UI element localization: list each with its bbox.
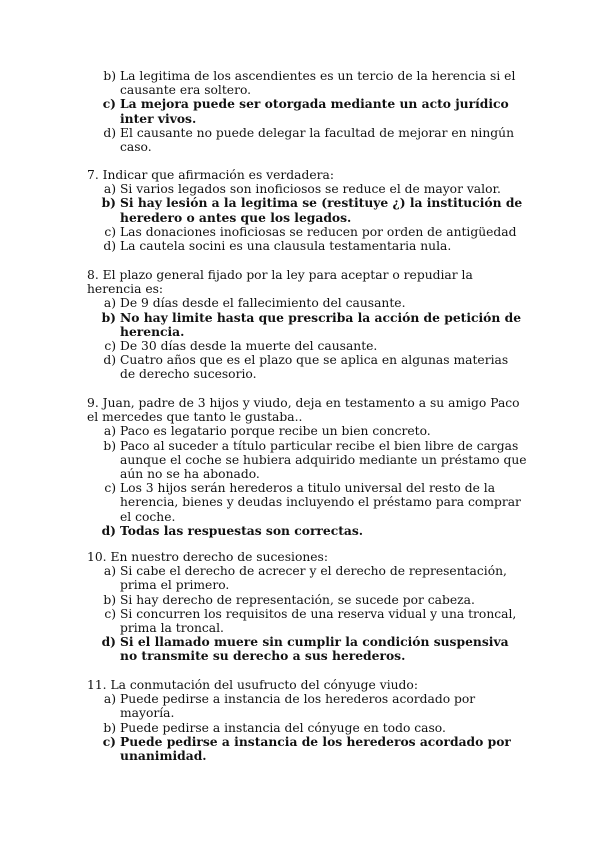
option-letter: c): [104, 606, 116, 621]
option-b: [87, 439, 527, 482]
option-letter: a): [103, 692, 116, 707]
option-text: Si hay lesión a la legitima se (restituye ¿) la institución de heredero o antes que los legados.: [120, 195, 523, 225]
option-text: No hay limite hasta que prescriba la acción de petición de herencia.: [120, 309, 522, 339]
option-c: [87, 481, 527, 524]
option-text: Si el llamado muere sin cumplir la condición suspensiva no transmite su derecho a sus herederos.: [120, 634, 509, 664]
option-b: [87, 721, 527, 735]
option-a: [87, 692, 527, 720]
option-text: La legitima de los ascendientes es un tercio de la herencia si el causante era soltero.: [120, 69, 516, 98]
option-letter: c): [104, 481, 116, 496]
option-text: Si concurren los requisitos de una reserva vidual y una troncal, prima la troncal.: [120, 606, 517, 636]
option-text: El causante no puede delegar la facultad de mejorar en ningún caso.: [120, 125, 514, 155]
option-text: Paco es legatario porque recibe un bien concreto.: [120, 424, 431, 439]
option-text: Puede pedirse a instancia del cónyuge en todo caso.: [120, 720, 446, 735]
options-list: [87, 692, 527, 763]
option-c: [87, 607, 527, 635]
option-text: Puede pedirse a instancia de los herederos acordado por unanimidad.: [120, 733, 511, 764]
option-text: Cuatro años que es el plazo que se aplica en algunas materias de derecho sucesorio.: [120, 353, 509, 382]
option-b: [87, 69, 527, 97]
option-letter: b): [103, 438, 116, 453]
option-c-correct: [87, 735, 527, 763]
option-c-correct: [87, 97, 527, 125]
option-b: [87, 593, 527, 607]
options-list: [87, 296, 527, 381]
question-text: 10. En nuestro derecho de sucesiones:: [87, 550, 329, 564]
question-text: 9. Juan, padre de 3 hijos y viudo, deja en testamento a su amigo Paco el mercedes que tanto le gustaba..: [87, 396, 520, 425]
option-letter: b): [103, 69, 116, 83]
option-d: [87, 353, 527, 381]
question-text: 11. La conmutación del usufructo del cónyuge viudo:: [87, 678, 418, 692]
question-block-6-continued: [87, 69, 527, 154]
option-letter: a): [103, 424, 116, 439]
option-text: Si varios legados son inoficiosos se reduce el de mayor valor.: [120, 182, 501, 197]
option-text: De 30 días desde la muerte del causante.: [120, 339, 378, 354]
option-d: [87, 126, 527, 154]
option-letter: a): [103, 296, 116, 311]
option-c: [87, 339, 527, 353]
options-list: [87, 182, 527, 253]
option-letter: b): [101, 195, 116, 211]
option-text: Todas las respuestas son correctas.: [120, 522, 364, 538]
option-letter: c): [104, 224, 116, 239]
option-letter: d): [103, 239, 116, 254]
question-text: 7. Indicar que afirmación es verdadera:: [87, 168, 334, 182]
question-block-8: [87, 268, 527, 382]
option-letter: d): [101, 634, 116, 650]
option-text: Si cabe el derecho de acrecer y el derecho de representación, prima el primero.: [120, 564, 507, 593]
option-b-correct: [87, 196, 527, 224]
option-d-correct: [87, 635, 527, 663]
option-d: [87, 239, 527, 253]
option-text: Los 3 hijos serán herederos a titulo universal del resto de la herencia, bienes y deudas incluyendo el préstamo para comprar el coche.: [120, 481, 521, 524]
option-text: De 9 días desde el fallecimiento del causante.: [120, 296, 406, 311]
option-text: La mejora puede ser otorgada mediante un acto jurídico inter vivos.: [120, 96, 509, 126]
option-text: Puede pedirse a instancia de los herederos acordado por mayoría.: [120, 692, 476, 721]
question-block-9: [87, 396, 527, 538]
option-letter: a): [103, 182, 116, 197]
option-a: [87, 564, 527, 592]
option-letter: d): [103, 353, 116, 368]
option-letter: b): [101, 309, 116, 325]
question-block-11: [87, 678, 527, 763]
options-list: [87, 424, 527, 538]
option-letter: b): [103, 720, 116, 735]
question-block-7: [87, 168, 527, 253]
option-letter: c): [104, 339, 116, 354]
option-c: [87, 225, 527, 239]
option-letter: c): [102, 733, 116, 749]
option-d-correct: [87, 524, 527, 538]
option-text: La cautela socini es una clausula testamentaria nula.: [120, 239, 452, 254]
question-text: 8. El plazo general fijado por la ley para aceptar o repudiar la herencia es:: [87, 268, 473, 297]
option-text: Paco al suceder a título particular recibe el bien libre de cargas aunque el coche se hubiera adquirido mediante un préstamo que aún no se ha abonado.: [120, 438, 527, 482]
option-a: [87, 296, 527, 310]
option-b-correct: [87, 311, 527, 339]
options-list: [87, 564, 527, 663]
option-letter: b): [103, 592, 116, 607]
option-a: [87, 182, 527, 196]
question-block-10: [87, 550, 527, 664]
option-a: [87, 424, 527, 438]
option-letter: a): [103, 564, 116, 579]
option-letter: d): [103, 125, 116, 140]
option-text: Si hay derecho de representación, se sucede por cabeza.: [120, 592, 475, 607]
option-letter: c): [102, 96, 116, 112]
option-text: Las donaciones inoficiosas se reducen por orden de antigüedad: [120, 224, 517, 239]
options-list: [87, 69, 527, 154]
option-letter: d): [101, 522, 116, 538]
